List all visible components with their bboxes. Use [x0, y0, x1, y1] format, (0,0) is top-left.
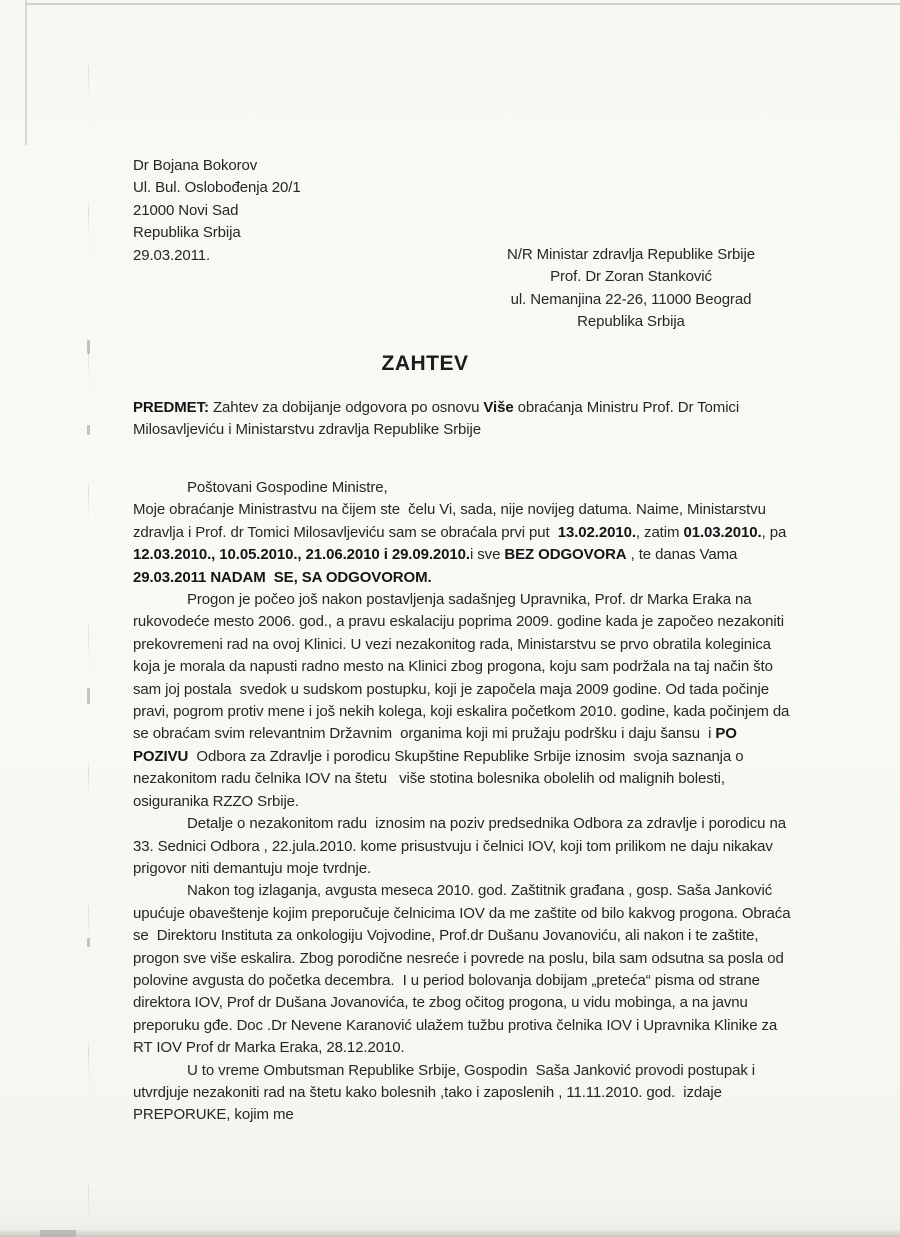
- text-run: Odbora za Zdravlje i porodicu Skupštine Republike Srbije iznosim svoja saznanja o nezakonitom radu čelnika IOV na štetu više stotina bolesnika obolelih od malignih bolesti, osiguranika RZZO Srbije.: [133, 747, 748, 810]
- paragraph: [133, 880, 793, 1059]
- recipient-address-block: [500, 244, 762, 334]
- letter-body: [133, 477, 793, 1127]
- text-line: 21000 Novi Sad: [133, 201, 239, 219]
- bold-text-run: PREDMET:: [133, 399, 209, 416]
- paragraph: [133, 589, 793, 813]
- bold-text-run: Više: [483, 399, 514, 416]
- text-line: Ul. Bul. Oslobođenja 20/1: [133, 179, 301, 197]
- fold-mark: [87, 938, 90, 947]
- scan-left-edge-line: [25, 0, 27, 145]
- fold-mark: [87, 688, 90, 704]
- text-run: U to vreme Ombutsman Republike Srbije, Gospodin Saša Janković provodi postupak i utvrdjuje nezakoniti rad na štetu kako bolesnih ,tako i zaposlenih , 11.11.2010. god. izdaje PREPORUKE, kojim me: [133, 1061, 760, 1124]
- text-run: obraćanja Ministru Prof. Dr Tomici Milosavljeviću i Ministarstvu zdravlja Republike Srbije: [133, 399, 744, 439]
- bold-text-run: BEZ ODGOVORA: [504, 546, 627, 564]
- bold-text-run: 12.03.2010., 10.05.2010., 21.06.2010 i 29.09.2010.: [133, 546, 470, 564]
- fold-mark: [87, 425, 90, 435]
- paragraph: [133, 813, 793, 880]
- paragraph: [133, 499, 793, 589]
- text-run: Moje obraćanje Ministrastvu na čijem ste čelu Vi, sada, nije novijeg datuma. Naime, Ministarstvu zdravlja i Prof. dr Tomici Milosavljeviću sam se obraćala prvi put: [133, 501, 770, 541]
- letter-title: ZAHTEV: [381, 352, 469, 375]
- bold-text-run: PO POZIVU: [133, 725, 745, 765]
- text-run: Zahtev za dobijanje odgovora po osnovu: [208, 399, 484, 416]
- text-run: , zatim: [635, 523, 684, 541]
- text-line: Prof. Dr Zoran Stanković: [550, 268, 712, 286]
- paragraph: [133, 1060, 793, 1127]
- text-run: Progon je počeo još nakon postavljenja sadašnjeg Upravnika, Prof. dr Marka Eraka na rukovodeće mesto 2006. god., a pravu eskalaciju poprima 2009. godine kada je započeo nezakoniti prekovremeni rad na ovoj Klinici. U vezi nezakonitog rada, Ministarstvu se prvo obratila koleginica koja je morala da napusti radno mesto na Klinici zbog progona, koju sam podržala na taj način što sam joj postala svedok u sudskom postupku, koji je započela maja 2009 godine. Od tada počinje pravi, pogrom protiv mene i još nekih kolega, koji eskalira početkom 2010. godine, kada počinjem da se obraćam svim relevantnim Državnim organima koji mi pružaju podršku i daju šansu i: [133, 591, 794, 743]
- bold-text-run: 01.03.2010.: [683, 523, 762, 541]
- text-line: Republika Srbija: [577, 313, 685, 331]
- paragraph: [133, 477, 793, 499]
- scan-bottom-shadow: [0, 1229, 900, 1237]
- text-run: , te danas Vama: [626, 546, 742, 564]
- sender-address-block: [133, 155, 301, 267]
- text-run: Nakon tog izlaganja, avgusta meseca 2010. god. Zaštitnik građana , gosp. Saša Janković upućuje obaveštenje kojim preporučuje čelnicima IOV da me zaštite od bilo kakvog progona. Obraća se Direktoru Instituta za onkologiju Vojvodine, Prof.dr Dušanu Jovanoviću, ali nakon i te zaštite, progon sve više eskalira. Zbog porodične nesreće i povrede na poslu, bila sam odsutna sa posla od polovine avgusta do početka decembra. I u period bolovanja dobijam „preteća“ pisma od strane direktora IOV, Prof dr Dušana Jovanovića, te zbog očitog progona, u vidu mobinga, a na javnu preporuku gđe. Doc .Dr Nevene Karanović ulažem tužbu protiva čelnika IOV i Upravnika Klinike za RT IOV Prof dr Marka Eraka, 28.12.2010.: [133, 882, 795, 1057]
- text-line: N/R Ministar zdravlja Republike Srbije: [507, 246, 755, 263]
- text-run: Detalje o nezakonitom radu iznosim na poziv predsednika Odbora za zdravlje i porodicu na 33. Sednici Odbora , 22.jula.2010. kome prisustvuju i čelnici IOV, koji tom prilikom ne daju nikakav prigovor niti demantuju moje tvrdnje.: [133, 815, 791, 877]
- scan-corner-mark: [40, 1230, 76, 1237]
- text-line: ul. Nemanjina 22-26, 11000 Beograd: [510, 290, 752, 308]
- text-line: 29.03.2011.: [133, 246, 211, 264]
- bold-text-run: 29.03.2011 NADAM SE, SA ODGOVOROM.: [133, 568, 432, 586]
- text-run: i sve: [469, 546, 505, 564]
- text-line: Dr Bojana Bokorov: [133, 157, 258, 174]
- bold-text-run: 13.02.2010.: [557, 523, 636, 541]
- scan-top-edge-line: [26, 3, 900, 5]
- text-line: Republika Srbija: [133, 224, 241, 242]
- text-run: Poštovani Gospodine Ministre,: [187, 479, 388, 496]
- subject-line: [133, 397, 795, 442]
- text-run: , pa: [761, 523, 791, 541]
- paper-fold-line: [88, 0, 89, 1237]
